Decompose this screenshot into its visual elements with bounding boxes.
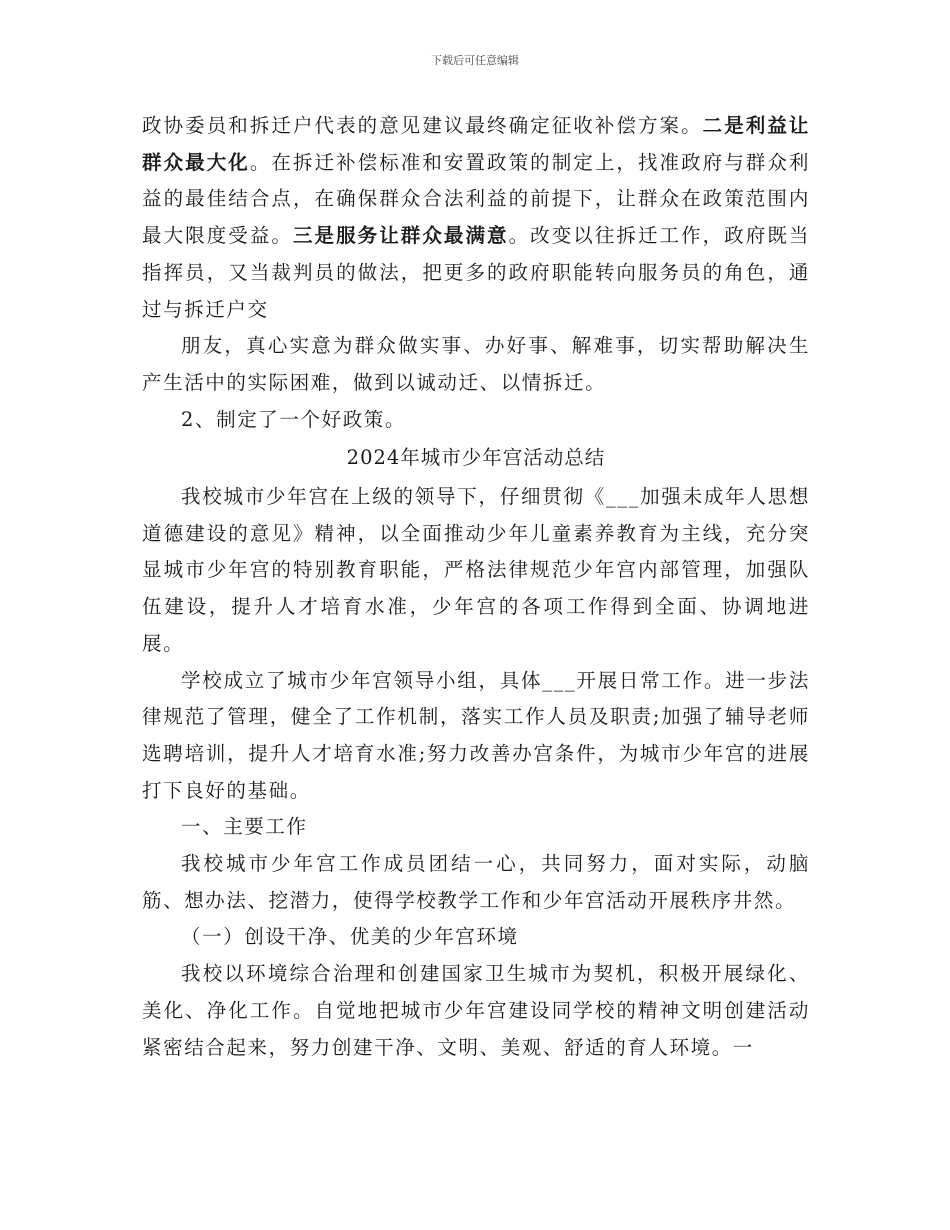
document-title: 2024年城市少年宫活动总结	[346, 446, 606, 470]
paragraph-text: 。在拆迁补偿标准和安置政策的制定上，找准政府与群众利益的最佳结合点，在确保群众合法利益的前提下，让群众在政策范围内最大限度受益。	[142, 150, 810, 248]
bold-phrase-benefit: 二是利益让群众最大化	[142, 114, 810, 174]
page-header: 下载后可任意编辑	[431, 54, 519, 67]
bold-phrase-service: 三是服务让群众最满意	[292, 224, 509, 248]
paragraph-compensation	[142, 108, 810, 328]
heading-environment: （一）创设干净、优美的少年宫环境	[181, 925, 519, 949]
paragraph-intro: 我校城市少年宫在上级的领导下，仔细贯彻《___加强未成年人思想道德建设的意见》精神，以全面推动少年儿童素养教育为主线，充分突显城市少年宫的特别教育职能，严格法律规范少年宫内部管理，加强队伍建设，提升人才培育水准，少年宫的各项工作得到全面、协调地进展。	[142, 485, 810, 655]
paragraph-friends: 朋友，真心实意为群众做实事、办好事、解难事，切实帮助解决生产生活中的实际困难，做到以诚动迁、以情拆迁。	[142, 334, 810, 394]
document-body	[142, 108, 810, 1066]
paragraph-text: 。改变以往拆迁工作，政府既当指挥员，又当裁判员的做法，把更多的政府职能转向服务员的角色，通过与拆迁户交	[142, 224, 810, 321]
paragraph-text: 政协委员和拆迁户代表的意见建议最终确定征收补偿方案。	[142, 114, 703, 137]
heading-main-work: 一、主要工作	[181, 815, 308, 839]
heading-policy: 2、制定了一个好政策。	[181, 407, 407, 431]
paragraph-leadership: 学校成立了城市少年宫领导小组，具体___开展日常工作。进一步法律规范了管理，健全了工作机制，落实工作人员及职责;加强了辅导老师选聘培训，提升人才培育水准;努力改善办宫条件，为城市少年宫的进展打下良好的基础。	[142, 668, 810, 802]
paragraph-main-work: 我校城市少年宫工作成员团结一心，共同努力，面对实际，动脑筋、想办法、挖潜力，使得学校教学工作和少年宫活动开展秩序井然。	[142, 852, 810, 912]
paragraph-environment: 我校以环境综合治理和创建国家卫生城市为契机，积极开展绿化、美化、净化工作。自觉地把城市少年宫建设同学校的精神文明创建活动紧密结合起来，努力创建干净、文明、美观、舒适的育人环境。一	[142, 962, 810, 1059]
